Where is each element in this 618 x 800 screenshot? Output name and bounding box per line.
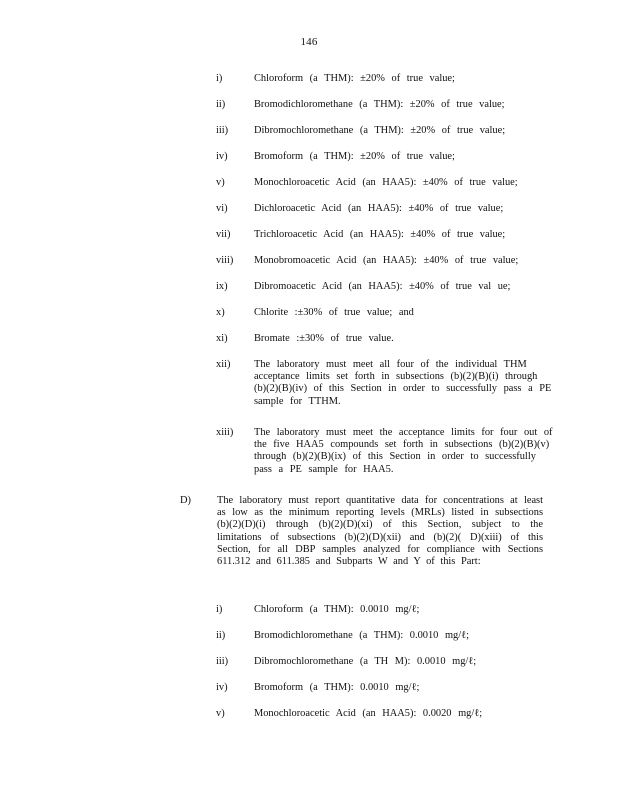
item-marker: xiii) (216, 427, 234, 438)
item-text: Monobromoacetic Acid (an HAA5): ±40% of true value; (254, 255, 519, 266)
item-marker: vii) (216, 229, 231, 240)
item-marker: i) (216, 604, 223, 615)
section-marker: D) (180, 495, 191, 506)
item-marker: iii) (216, 125, 229, 136)
item-text: Chloroform (a THM): ±20% of true value; (254, 73, 455, 84)
item-marker: v) (216, 708, 225, 719)
item-marker: viii) (216, 255, 234, 266)
item-text: Dibromoacetic Acid (an HAA5): ±40% of true val ue; (254, 281, 511, 292)
item-marker: iii) (216, 656, 229, 667)
item-marker: iv) (216, 151, 228, 162)
item-text: Dichloroacetic Acid (an HAA5): ±40% of true value; (254, 203, 504, 214)
item-text: Dibromochloromethane (a TH M): 0.0010 mg/ℓ; (254, 656, 477, 667)
item-text: The laboratory must meet all four of the individual THM acceptance limits set forth in subsections (b)(2)(B)(i) through (b)(2)(B)(iv) of this Section in order to successfully pass a PE sample for TTHM. (254, 359, 552, 407)
item-text: The laboratory must meet the acceptance limits for four out of the five HAA5 compounds set forth in subsections (b)(2)(B)(v) through (b)(2)(B)(ix) of this Section in order to successfully pass a PE sample for HAA5. (254, 427, 553, 475)
section-text: The laboratory must report quantitative data for concentrations at least as low as the minimum reporting levels (MRLs) listed in subsections (b)(2)(D)(i) through (b)(2)(D)(xi) of this Section, subject to the limitations of subsections (b)(2)(D)(xii) and (b)(2)( D)(xiii) of this Section, for all DBP samples analyzed for compliance with Sections 611.312 and 611.385 and Subparts W and Y of this Part: (217, 495, 543, 568)
item-marker: x) (216, 307, 225, 318)
item-text: Bromodichloromethane (a THM): ±20% of true value; (254, 99, 505, 110)
item-text: Chlorite :±30% of true value; and (254, 307, 414, 318)
item-text: Trichloroacetic Acid (an HAA5): ±40% of true value; (254, 229, 506, 240)
item-text: Chloroform (a THM): 0.0010 mg/ℓ; (254, 604, 420, 615)
item-text: Bromoform (a THM): ±20% of true value; (254, 151, 455, 162)
item-text: Monochloroacetic Acid (an HAA5): 0.0020 mg/ℓ; (254, 708, 483, 719)
item-text: Bromoform (a THM): 0.0010 mg/ℓ; (254, 682, 420, 693)
item-text: Dibromochloromethane (a THM): ±20% of true value; (254, 125, 506, 136)
item-text: Bromodichloromethane (a THM): 0.0010 mg/ℓ; (254, 630, 469, 641)
item-text: Monochloroacetic Acid (an HAA5): ±40% of true value; (254, 177, 518, 188)
item-marker: ii) (216, 99, 226, 110)
item-marker: iv) (216, 682, 228, 693)
item-marker: v) (216, 177, 225, 188)
item-marker: i) (216, 73, 223, 84)
item-marker: xii) (216, 359, 231, 370)
item-marker: xi) (216, 333, 228, 344)
item-text: Bromate :±30% of true value. (254, 333, 394, 344)
item-marker: ix) (216, 281, 228, 292)
item-marker: vi) (216, 203, 228, 214)
item-marker: ii) (216, 630, 226, 641)
page-number: 146 (300, 36, 318, 48)
